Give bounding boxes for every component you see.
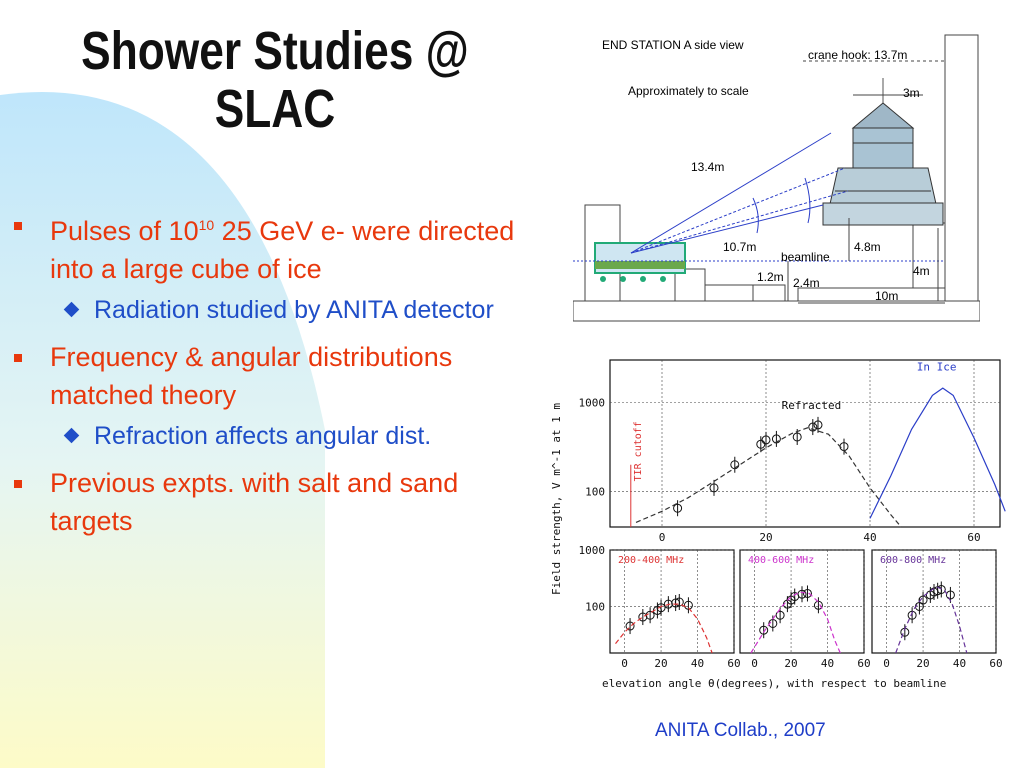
annotation-tir-cutoff: TIR cutoff (632, 421, 644, 482)
field-strength-charts (540, 355, 1010, 695)
label-10m: 10m (875, 289, 899, 303)
square-bullet-icon (14, 480, 22, 488)
square-bullet-icon (14, 222, 22, 230)
label-4-8m: 4.8m (854, 240, 881, 254)
scale-note: Approximately to scale (628, 84, 749, 98)
title-line-1: Shower Studies @ (81, 21, 469, 81)
diamond-bullet-icon (64, 428, 80, 444)
bullet-previous: Previous expts. with salt and sand targets (14, 464, 534, 540)
panel-title: 600-800 MHz (880, 555, 947, 566)
label-10-7m: 10.7m (723, 240, 757, 254)
label-1-2m: 1.2m (757, 270, 784, 284)
x-tick-label: 40 (863, 531, 877, 544)
step-2 (705, 285, 785, 301)
wheel (600, 276, 606, 282)
label-beamline: beamline (781, 250, 830, 264)
x-tick-label: 20 (654, 657, 668, 670)
y-tick-label: 100 (585, 600, 605, 614)
ice-base (595, 261, 685, 269)
label-3m: 3m (903, 86, 920, 100)
x-tick-label: 20 (759, 531, 773, 544)
bullet-pulses: Pulses of $10^{10}$ 25 GeV e- were directed into a large cube of ice (14, 206, 534, 288)
wheel (640, 276, 646, 282)
title-line-2: SLAC (214, 79, 336, 139)
x-tick-label: 60 (857, 657, 871, 670)
panel-title: 400-600 MHz (748, 555, 815, 566)
bullet-list (14, 206, 534, 544)
x-tick-label: 0 (658, 531, 666, 544)
floor (573, 301, 980, 321)
y-tick-label: 100 (585, 485, 605, 499)
y-tick-label: 1000 (578, 396, 605, 410)
x-tick-label: 0 (751, 657, 758, 670)
x-tick-label: 60 (989, 657, 1003, 670)
diamond-bullet-icon (64, 302, 80, 318)
x-tick-label: 60 (967, 531, 981, 544)
slide-title (58, 22, 493, 138)
subbullet-anita: Radiation studied by ANITA detector (14, 292, 534, 328)
label-2-4m: 2.4m (793, 276, 820, 290)
x-tick-label: 20 (916, 657, 930, 670)
wheel (620, 276, 626, 282)
subbullet-refraction: Refraction affects angular dist. (14, 418, 534, 454)
x-tick-label: 20 (784, 657, 798, 670)
pillar (913, 223, 945, 288)
x-tick-label: 60 (727, 657, 741, 670)
x-tick-label: 40 (820, 657, 835, 670)
x-tick-label: 40 (690, 657, 705, 670)
label-13-4m: 13.4m (691, 160, 725, 174)
x-axis-label: elevation angle θ(degrees), with respect to beamline (602, 677, 947, 690)
crane-label: crane hook: 13.7m (808, 48, 908, 62)
wheel (660, 276, 666, 282)
end-station-diagram (573, 33, 980, 323)
right-wall (945, 35, 978, 320)
bullet-frequency: Frequency & angular distributions matched theory (14, 338, 534, 414)
annotation-refracted: Refracted (781, 398, 842, 412)
square-bullet-icon (14, 354, 22, 362)
citation-caption: ANITA Collab., 2007 (655, 720, 826, 741)
x-tick-label: 0 (883, 657, 890, 670)
x-tick-label: 0 (621, 657, 628, 670)
diagram-title: END STATION A side view (602, 38, 744, 52)
annotation-in-ice: In Ice (916, 360, 957, 374)
x-tick-label: 40 (952, 657, 967, 670)
y-axis-label: Field strength, V m^-1 at 1 m (550, 402, 563, 595)
floor-block (798, 288, 945, 301)
panel-title: 200-400 MHz (618, 555, 685, 566)
label-4m: 4m (913, 264, 930, 278)
y-tick-label: 1000 (578, 544, 605, 557)
